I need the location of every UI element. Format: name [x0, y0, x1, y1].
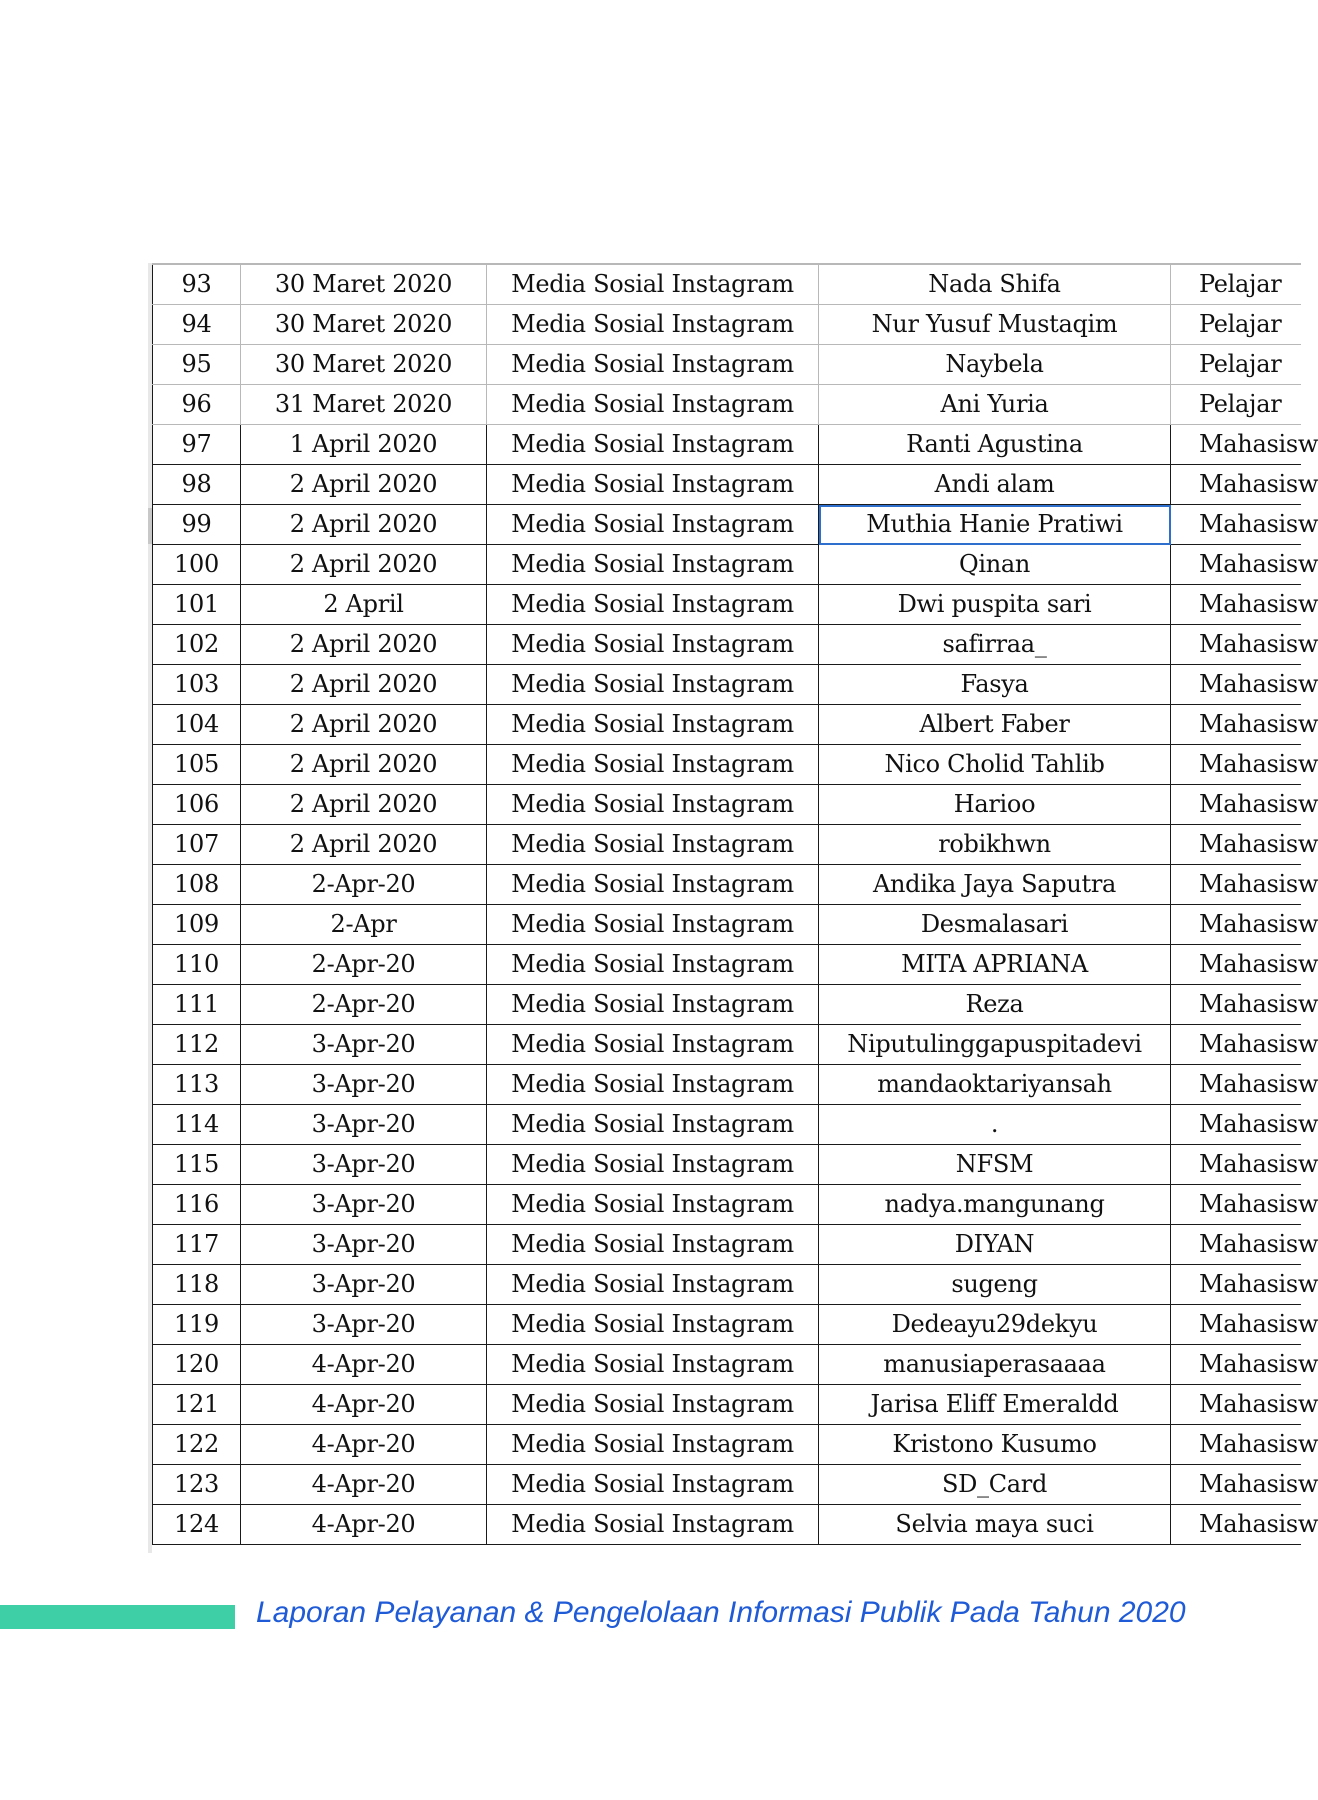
cell-source[interactable]: Media Sosial Instagram [487, 264, 819, 305]
cell-source[interactable]: Media Sosial Instagram [487, 985, 819, 1025]
cell-source[interactable]: Media Sosial Instagram [487, 945, 819, 985]
cell-no[interactable]: 121 [153, 1385, 241, 1425]
cell-no[interactable]: 100 [153, 545, 241, 585]
cell-no[interactable]: 104 [153, 705, 241, 745]
cell-source[interactable]: Media Sosial Instagram [487, 1105, 819, 1145]
cell-date[interactable]: 3-Apr-20 [241, 1065, 487, 1105]
cell-no[interactable]: 114 [153, 1105, 241, 1145]
cell-date[interactable]: 2 April 2020 [241, 825, 487, 865]
cell-name[interactable]: . [819, 1105, 1171, 1145]
cell-job[interactable]: Mahasisw [1171, 865, 1301, 905]
cell-job[interactable]: Mahasisw [1171, 425, 1301, 465]
cell-job[interactable]: Mahasisw [1171, 625, 1301, 665]
cell-date[interactable]: 2 April 2020 [241, 545, 487, 585]
cell-name[interactable]: Ani Yuria [819, 385, 1171, 425]
cell-name[interactable]: mandaoktariyansah [819, 1065, 1171, 1105]
table-row [153, 1225, 1301, 1265]
cell-source[interactable]: Media Sosial Instagram [487, 385, 819, 425]
table-row [153, 625, 1301, 665]
cell-no[interactable]: 116 [153, 1185, 241, 1225]
cell-date[interactable]: 3-Apr-20 [241, 1185, 487, 1225]
cell-job[interactable]: Pelajar [1171, 345, 1301, 385]
cell-name[interactable]: Fasya [819, 665, 1171, 705]
cell-date[interactable]: 2 April 2020 [241, 785, 487, 825]
table-row [153, 345, 1301, 385]
cell-source[interactable]: Media Sosial Instagram [487, 785, 819, 825]
cell-no[interactable]: 96 [153, 385, 241, 425]
table-row [153, 545, 1301, 585]
table-row [153, 905, 1301, 945]
cell-date[interactable]: 2-Apr-20 [241, 945, 487, 985]
footer-accent-bar [0, 1605, 235, 1629]
cell-name[interactable]: DIYAN [819, 1225, 1171, 1265]
cell-job[interactable]: Mahasisw [1171, 1345, 1301, 1385]
table-row [153, 985, 1301, 1025]
cell-job[interactable]: Mahasisw [1171, 1225, 1301, 1265]
table-row [153, 825, 1301, 865]
table-row [153, 665, 1301, 705]
cell-job[interactable]: Mahasisw [1171, 1385, 1301, 1425]
cell-name[interactable]: Dedeayu29dekyu [819, 1305, 1171, 1345]
table-row [153, 1505, 1301, 1545]
cell-source[interactable]: Media Sosial Instagram [487, 345, 819, 385]
cell-job[interactable]: Mahasisw [1171, 1065, 1301, 1105]
cell-source[interactable]: Media Sosial Instagram [487, 1465, 819, 1505]
cell-source[interactable]: Media Sosial Instagram [487, 905, 819, 945]
cell-date[interactable]: 4-Apr-20 [241, 1345, 487, 1385]
cell-date[interactable]: 1 April 2020 [241, 425, 487, 465]
footer-report-title: Laporan Pelayanan & Pengelolaan Informasi Publik Pada Tahun 2020 [256, 1596, 1186, 1629]
cell-date[interactable]: 4-Apr-20 [241, 1465, 487, 1505]
cell-job[interactable]: Mahasisw [1171, 545, 1301, 585]
table-row [153, 1305, 1301, 1345]
table-row [153, 1345, 1301, 1385]
cell-source[interactable]: Media Sosial Instagram [487, 425, 819, 465]
cell-no[interactable]: 118 [153, 1265, 241, 1305]
cell-date[interactable]: 4-Apr-20 [241, 1505, 487, 1545]
cell-date[interactable]: 3-Apr-20 [241, 1225, 487, 1265]
cell-source[interactable]: Media Sosial Instagram [487, 1385, 819, 1425]
cell-job[interactable]: Mahasisw [1171, 665, 1301, 705]
cell-no[interactable]: 107 [153, 825, 241, 865]
cell-source[interactable]: Media Sosial Instagram [487, 1145, 819, 1185]
cell-name[interactable]: MITA APRIANA [819, 945, 1171, 985]
cell-name[interactable]: Desmalasari [819, 905, 1171, 945]
cell-date[interactable]: 4-Apr-20 [241, 1385, 487, 1425]
cell-name[interactable]: Qinan [819, 545, 1171, 585]
cell-no[interactable]: 103 [153, 665, 241, 705]
cell-date[interactable]: 3-Apr-20 [241, 1025, 487, 1065]
cell-source[interactable]: Media Sosial Instagram [487, 305, 819, 345]
table-row [153, 785, 1301, 825]
cell-job[interactable]: Mahasisw [1171, 1145, 1301, 1185]
cell-job[interactable]: Pelajar [1171, 264, 1301, 305]
table-row [153, 1145, 1301, 1185]
cell-source[interactable]: Media Sosial Instagram [487, 585, 819, 625]
cell-name[interactable]: Reza [819, 985, 1171, 1025]
cell-name[interactable]: Andi alam [819, 465, 1171, 505]
table-row [153, 1065, 1301, 1105]
cell-date[interactable]: 3-Apr-20 [241, 1145, 487, 1185]
table-row [153, 745, 1301, 785]
table-row [153, 1425, 1301, 1465]
table-row [153, 705, 1301, 745]
cell-name[interactable]: Nico Cholid Tahlib [819, 745, 1171, 785]
cell-name[interactable]: Andika Jaya Saputra [819, 865, 1171, 905]
cell-date[interactable]: 31 Maret 2020 [241, 385, 487, 425]
table-row [153, 1265, 1301, 1305]
table-row [153, 505, 1301, 545]
table-row [153, 1385, 1301, 1425]
cell-no[interactable]: 119 [153, 1305, 241, 1345]
cell-no[interactable]: 111 [153, 985, 241, 1025]
cell-date[interactable]: 30 Maret 2020 [241, 305, 487, 345]
cell-job[interactable]: Pelajar [1171, 385, 1301, 425]
table-row [153, 1025, 1301, 1065]
cell-name[interactable]: safirraa_ [819, 625, 1171, 665]
cell-date[interactable]: 2 April 2020 [241, 465, 487, 505]
table-row [153, 1185, 1301, 1225]
cell-date[interactable]: 2-Apr-20 [241, 985, 487, 1025]
table-row [153, 585, 1301, 625]
cell-source[interactable]: Media Sosial Instagram [487, 665, 819, 705]
cell-name[interactable]: manusiaperasaaaa [819, 1345, 1171, 1385]
cell-date[interactable]: 2 April 2020 [241, 745, 487, 785]
cell-source[interactable]: Media Sosial Instagram [487, 465, 819, 505]
table-row [153, 945, 1301, 985]
cell-date[interactable]: 2 April 2020 [241, 705, 487, 745]
cell-name[interactable]: Kristono Kusumo [819, 1425, 1171, 1465]
cell-date[interactable]: 2 April 2020 [241, 665, 487, 705]
cell-source[interactable]: Media Sosial Instagram [487, 1065, 819, 1105]
cell-source[interactable]: Media Sosial Instagram [487, 1345, 819, 1385]
cell-no[interactable]: 113 [153, 1065, 241, 1105]
cell-job[interactable]: Mahasisw [1171, 745, 1301, 785]
cell-name[interactable]: Nada Shifa [819, 264, 1171, 305]
cell-no[interactable]: 117 [153, 1225, 241, 1265]
table-row [153, 264, 1301, 305]
cell-no[interactable]: 93 [153, 264, 241, 305]
table-row [153, 1465, 1301, 1505]
cell-name[interactable]: sugeng [819, 1265, 1171, 1305]
table-row [153, 465, 1301, 505]
cell-no[interactable]: 112 [153, 1025, 241, 1065]
cell-no[interactable]: 109 [153, 905, 241, 945]
cell-job[interactable]: Mahasisw [1171, 1105, 1301, 1145]
cell-name[interactable]: Ranti Agustina [819, 425, 1171, 465]
cell-job[interactable]: Mahasisw [1171, 785, 1301, 825]
cell-no[interactable]: 123 [153, 1465, 241, 1505]
cell-job[interactable]: Mahasisw [1171, 1025, 1301, 1065]
cell-source[interactable]: Media Sosial Instagram [487, 1425, 819, 1465]
cell-source[interactable]: Media Sosial Instagram [487, 505, 819, 545]
cell-source[interactable]: Media Sosial Instagram [487, 625, 819, 665]
cell-date[interactable]: 2 April 2020 [241, 625, 487, 665]
cell-no[interactable]: 122 [153, 1425, 241, 1465]
cell-date[interactable]: 3-Apr-20 [241, 1305, 487, 1345]
cell-source[interactable]: Media Sosial Instagram [487, 1265, 819, 1305]
spreadsheet-table-area [152, 263, 1318, 1553]
cell-date[interactable]: 2-Apr-20 [241, 865, 487, 905]
cell-date[interactable]: 30 Maret 2020 [241, 264, 487, 305]
cell-name[interactable]: Niputulinggapuspitadevi [819, 1025, 1171, 1065]
cell-job[interactable]: Mahasisw [1171, 985, 1301, 1025]
cell-source[interactable]: Media Sosial Instagram [487, 1025, 819, 1065]
cell-name[interactable]: Nur Yusuf Mustaqim [819, 305, 1171, 345]
cell-job[interactable]: Mahasisw [1171, 585, 1301, 625]
cell-name[interactable]: Harioo [819, 785, 1171, 825]
cell-date[interactable]: 4-Apr-20 [241, 1425, 487, 1465]
cell-name[interactable]: Muthia Hanie Pratiwi [819, 505, 1171, 545]
cell-source[interactable]: Media Sosial Instagram [487, 705, 819, 745]
cell-job[interactable]: Mahasisw [1171, 1305, 1301, 1345]
cell-job[interactable]: Mahasisw [1171, 825, 1301, 865]
cell-name[interactable]: Selvia maya suci [819, 1505, 1171, 1545]
cell-job[interactable]: Mahasisw [1171, 1185, 1301, 1225]
cell-job[interactable]: Mahasisw [1171, 1425, 1301, 1465]
cell-job[interactable]: Mahasisw [1171, 1265, 1301, 1305]
cell-no[interactable]: 101 [153, 585, 241, 625]
cell-no[interactable]: 110 [153, 945, 241, 985]
cell-job[interactable]: Mahasisw [1171, 1465, 1301, 1505]
cell-job[interactable]: Mahasisw [1171, 1505, 1301, 1545]
cell-source[interactable]: Media Sosial Instagram [487, 1505, 819, 1545]
cell-job[interactable]: Pelajar [1171, 305, 1301, 345]
cell-no[interactable]: 124 [153, 1505, 241, 1545]
cell-source[interactable]: Media Sosial Instagram [487, 865, 819, 905]
cell-source[interactable]: Media Sosial Instagram [487, 825, 819, 865]
cell-date[interactable]: 2 April [241, 585, 487, 625]
cell-date[interactable]: 2-Apr [241, 905, 487, 945]
cell-source[interactable]: Media Sosial Instagram [487, 1185, 819, 1225]
requester-table [152, 263, 1318, 1545]
cell-job[interactable]: Mahasisw [1171, 505, 1301, 545]
cell-job[interactable]: Mahasisw [1171, 465, 1301, 505]
table-row [153, 305, 1301, 345]
cell-source[interactable]: Media Sosial Instagram [487, 545, 819, 585]
table-row [153, 425, 1301, 465]
cell-name[interactable]: NFSM [819, 1145, 1171, 1185]
cell-date[interactable]: 3-Apr-20 [241, 1105, 487, 1145]
cell-no[interactable]: 99 [153, 505, 241, 545]
cell-source[interactable]: Media Sosial Instagram [487, 1225, 819, 1265]
table-body [153, 264, 1318, 1545]
cell-job[interactable]: Mahasisw [1171, 705, 1301, 745]
cell-name[interactable]: nadya.mangunang [819, 1185, 1171, 1225]
cell-source[interactable]: Media Sosial Instagram [487, 1305, 819, 1345]
cell-no[interactable]: 105 [153, 745, 241, 785]
cell-name[interactable]: Jarisa Eliff Emeraldd [819, 1385, 1171, 1425]
cell-job[interactable]: Mahasisw [1171, 905, 1301, 945]
cell-date[interactable]: 30 Maret 2020 [241, 345, 487, 385]
table-row [153, 865, 1301, 905]
cell-no[interactable]: 98 [153, 465, 241, 505]
cell-job[interactable]: Mahasisw [1171, 945, 1301, 985]
cell-no[interactable]: 97 [153, 425, 241, 465]
cell-name[interactable]: robikhwn [819, 825, 1171, 865]
cell-no[interactable]: 108 [153, 865, 241, 905]
cell-no[interactable]: 102 [153, 625, 241, 665]
cell-date[interactable]: 3-Apr-20 [241, 1265, 487, 1305]
cell-source[interactable]: Media Sosial Instagram [487, 745, 819, 785]
cell-no[interactable]: 94 [153, 305, 241, 345]
cell-date[interactable]: 2 April 2020 [241, 505, 487, 545]
cell-name[interactable]: Dwi puspita sari [819, 585, 1171, 625]
cell-name[interactable]: Albert Faber [819, 705, 1171, 745]
table-row [153, 385, 1301, 425]
table-row [153, 1105, 1301, 1145]
cell-no[interactable]: 95 [153, 345, 241, 385]
cell-no[interactable]: 106 [153, 785, 241, 825]
cell-no[interactable]: 120 [153, 1345, 241, 1385]
cell-name[interactable]: Naybela [819, 345, 1171, 385]
cell-no[interactable]: 115 [153, 1145, 241, 1185]
cell-name[interactable]: SD_Card [819, 1465, 1171, 1505]
